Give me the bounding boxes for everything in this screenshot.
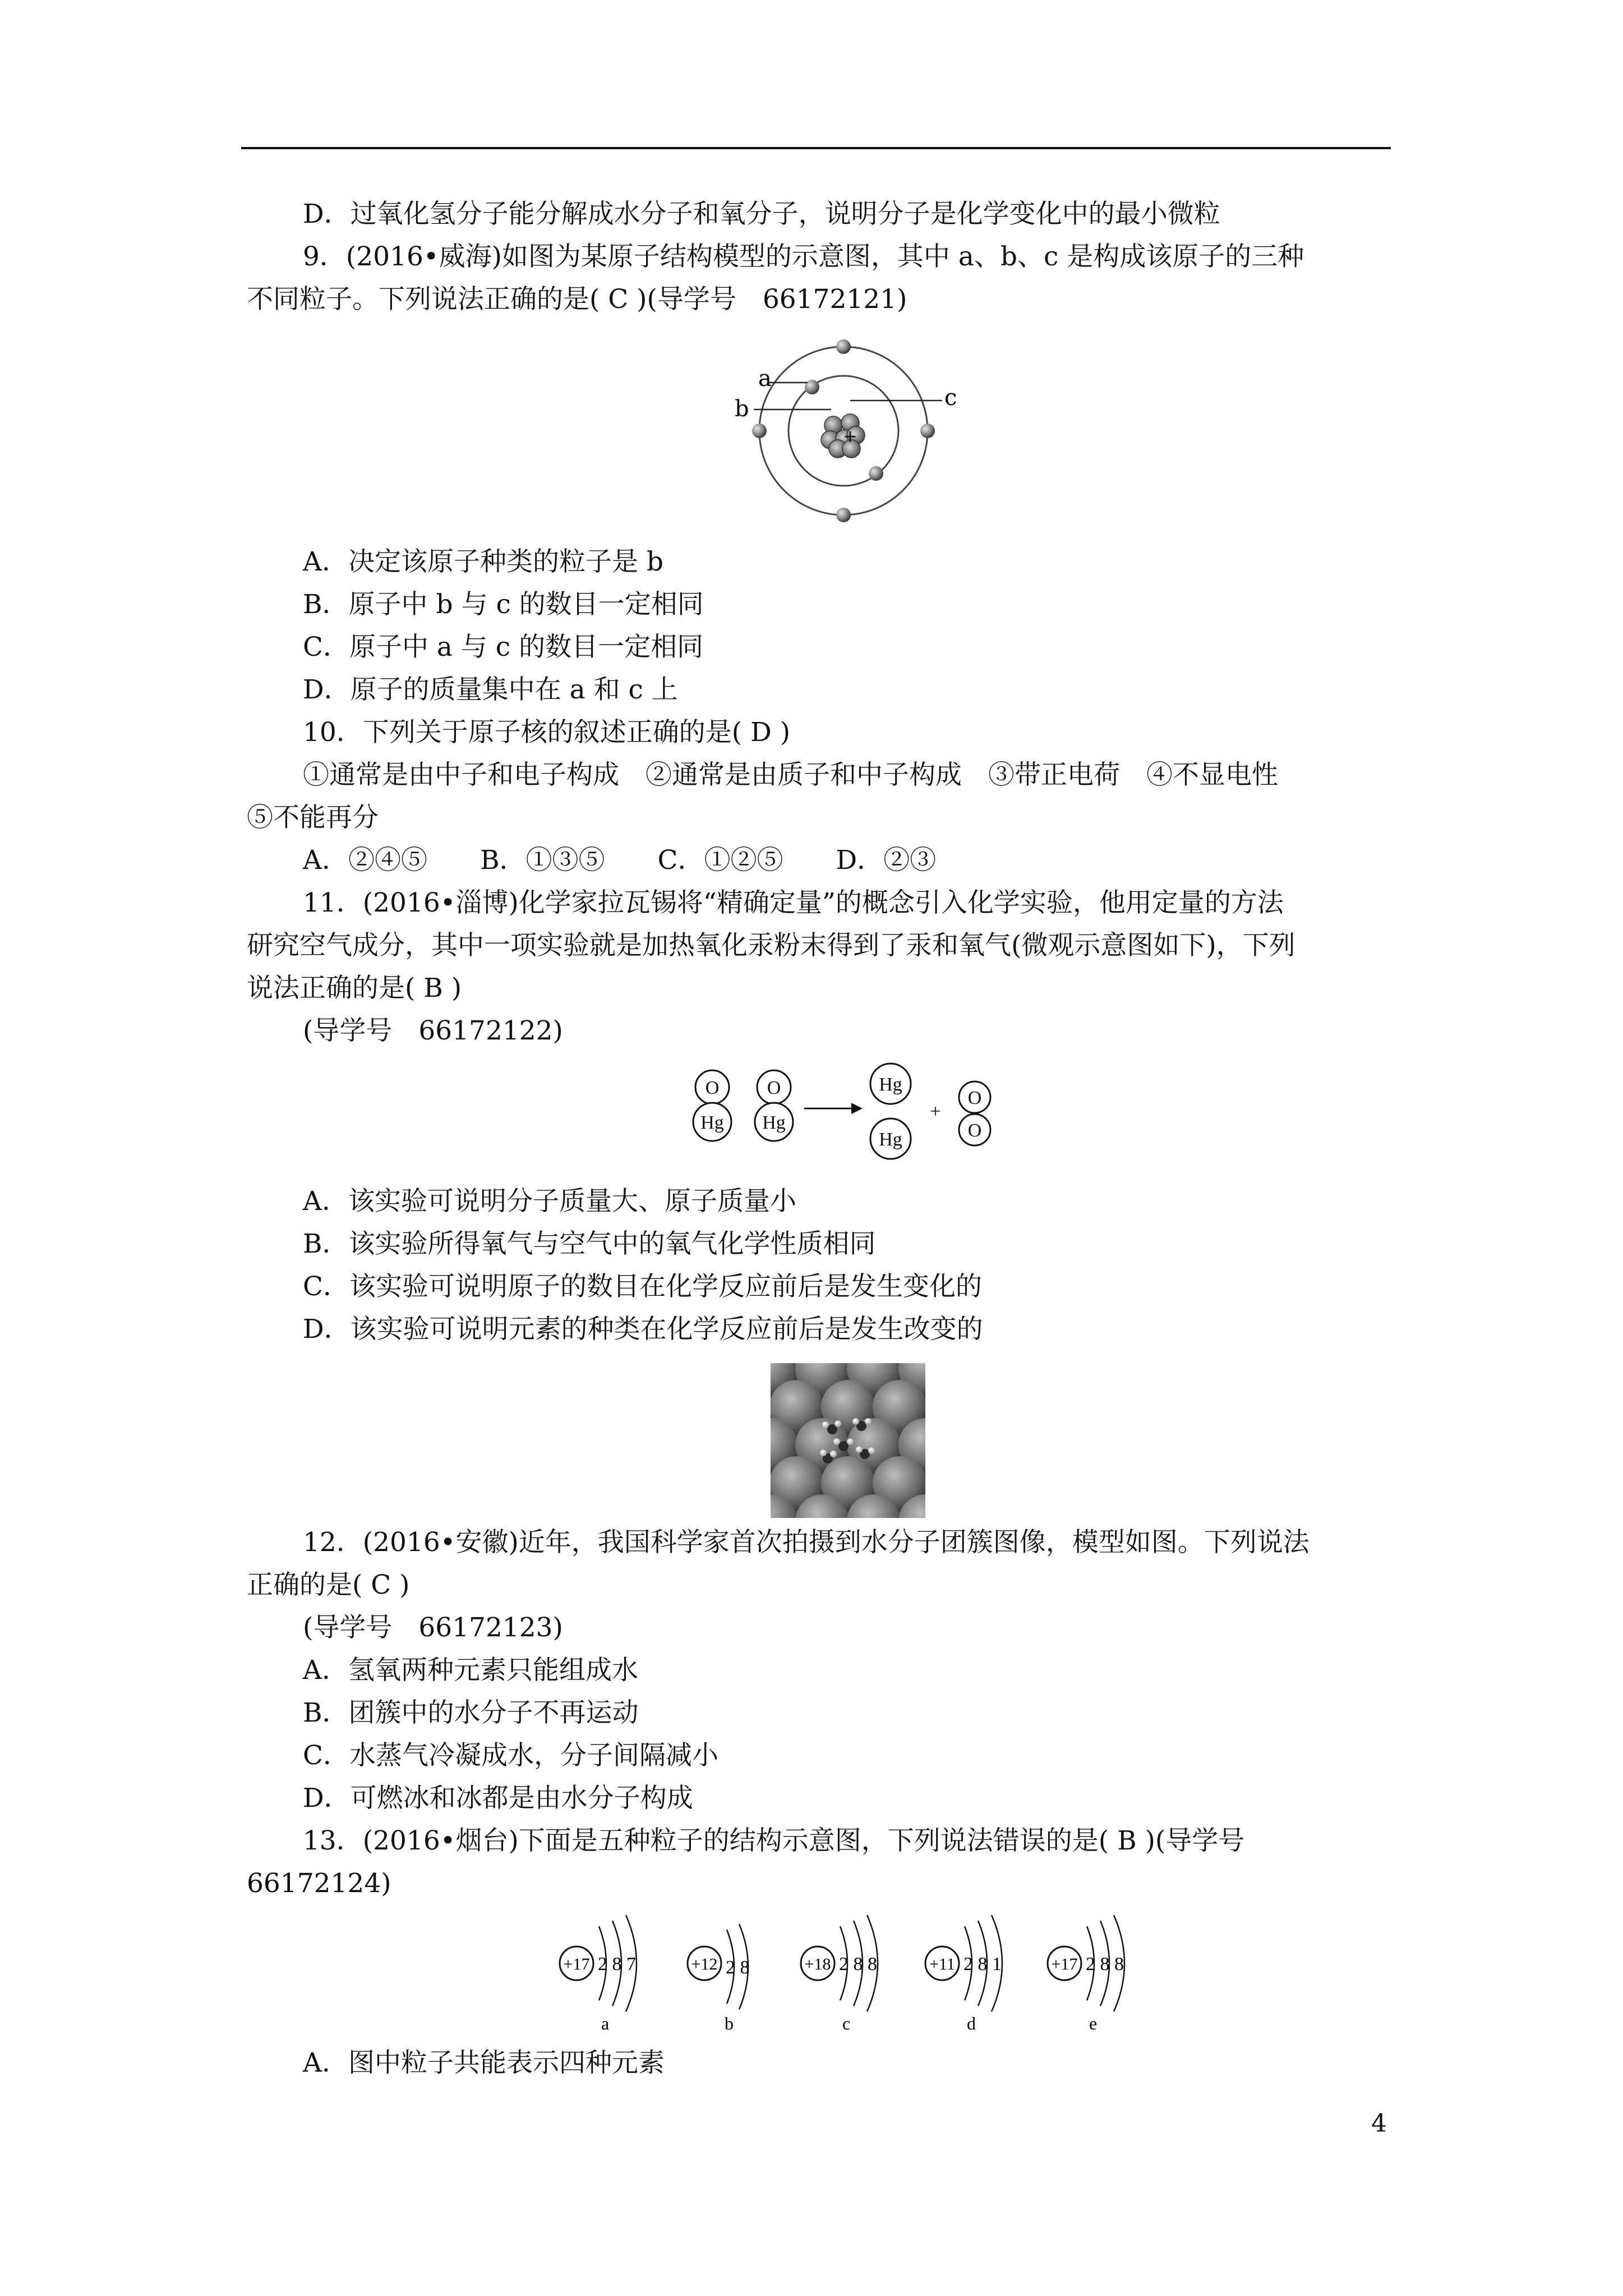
q12-stem-line1: 12．(2016•安徽)近年，我国科学家首次拍摄到水分子团簇图像，模型如图。下列说法	[303, 1527, 1310, 1558]
reactant1-mercury-label: Hg	[700, 1112, 724, 1133]
q9-stem-line2: 不同粒子。下列说法正确的是( C )(导学号 66172121)	[247, 284, 907, 315]
particle-b-label: b	[725, 2013, 734, 2033]
q12-option-a: A．氢氧两种元素只能组成水	[303, 1655, 638, 1686]
plus-sign: +	[930, 1101, 941, 1122]
mercury-oxide-reaction-diagram	[684, 1055, 1009, 1167]
particle-diagram-a	[560, 1915, 637, 2033]
particle-b-nucleus: +12	[691, 1955, 718, 1973]
reactant2-mercury-label: Hg	[762, 1112, 786, 1133]
particle-diagram-b	[688, 1924, 750, 2033]
q9-option-d: D．原子的质量集中在 a 和 c 上	[303, 674, 678, 705]
q11-stem-line1: 11．(2016•淄博)化学家拉瓦锡将“精确定量”的概念引入化学实验，他用定量的方法	[303, 887, 1284, 918]
q8-option-d: D．过氧化氢分子能分解成水分子和氧分子，说明分子是化学变化中的最小微粒	[303, 199, 1220, 229]
nucleus	[821, 414, 865, 458]
atom-structure-diagram	[718, 331, 965, 533]
label-c: c	[944, 385, 957, 411]
q12-option-b: B．团簇中的水分子不再运动	[303, 1697, 639, 1728]
q9-option-a: A．决定该原子种类的粒子是 b	[303, 546, 663, 577]
product-mercury-top-label: Hg	[879, 1074, 902, 1095]
q12-stem-line2: 正确的是( C )	[247, 1570, 410, 1600]
q11-option-d: D．该实验可说明元素的种类在化学反应前后是发生改变的	[303, 1314, 983, 1345]
q13-stem-line2: 66172124)	[247, 1868, 391, 1899]
nucleus-plus-sign: +	[843, 427, 857, 447]
q11-stem-line3: 说法正确的是( B )	[247, 973, 462, 1004]
q11-stem-line2: 研究空气成分，其中一项实验就是加热氧化汞粉末得到了汞和氧气(微观示意图如下)，下列	[247, 930, 1295, 961]
reactant2-oxygen-label: O	[767, 1078, 781, 1098]
q10-statements-line1: ①通常是由中子和电子构成 ②通常是由质子和中子构成 ③带正电荷 ④不显电性	[303, 760, 1278, 790]
particle-c-label: c	[842, 2013, 851, 2033]
q11-guide-number: (导学号 66172122)	[303, 1015, 563, 1046]
q13-stem-line1: 13．(2016•烟台)下面是五种粒子的结构示意图，下列说法错误的是( B )(导学号	[303, 1825, 1245, 1856]
particle-d-label: d	[967, 2013, 976, 2033]
q12-option-d: D．可燃冰和冰都是由水分子构成	[303, 1783, 693, 1814]
q11-option-b: B．该实验所得氧气与空气中的氧气化学性质相同	[303, 1228, 876, 1259]
particle-a-shells: 2 8 7	[598, 1954, 636, 1975]
q9-option-c: C．原子中 a 与 c 的数目一定相同	[303, 632, 704, 662]
q9-stem-line1: 9．(2016•威海)如图为某原子结构模型的示意图，其中 a、b、c 是构成该原子的三种	[303, 241, 1304, 272]
q10-stem: 10．下列关于原子核的叙述正确的是( D )	[303, 717, 791, 748]
particle-a-nucleus: +17	[563, 1955, 590, 1973]
product-oxygen-top-label: O	[967, 1088, 982, 1108]
particle-d-shells: 2 8 1	[963, 1954, 1002, 1975]
particle-c-nucleus: +18	[804, 1955, 831, 1973]
label-a: a	[758, 366, 772, 392]
particle-d-nucleus: +11	[929, 1955, 955, 1973]
product-mercury-bottom-label: Hg	[879, 1129, 902, 1150]
reactant1-oxygen-label: O	[705, 1078, 720, 1098]
particle-e-shells: 2 8 8	[1086, 1954, 1124, 1975]
product-oxygen-bottom-label: O	[967, 1120, 982, 1141]
q12-option-c: C．水蒸气冷凝成水，分子间隔减小	[303, 1740, 718, 1771]
water-cluster-image	[771, 1363, 925, 1518]
page-number: 4	[1371, 2109, 1387, 2138]
particle-diagram-d	[925, 1915, 1002, 2033]
q13-option-a: A．图中粒子共能表示四种元素	[303, 2047, 665, 2078]
particle-diagram-e	[1048, 1915, 1124, 2033]
q9-option-b: B．原子中 b 与 c 的数目一定相同	[303, 589, 704, 620]
particle-structure-diagrams	[555, 1902, 1161, 2036]
q10-choices: A．②④⑤ B．①③⑤ C．①②⑤ D．②③	[303, 845, 937, 876]
particle-e-label: e	[1089, 2013, 1098, 2033]
header-rule	[241, 147, 1391, 149]
particle-c-shells: 2 8 8	[839, 1954, 877, 1975]
q11-option-a: A．该实验可说明分子质量大、原子质量小	[303, 1186, 796, 1217]
particle-diagram-c	[801, 1915, 878, 2033]
q12-guide-number: (导学号 66172123)	[303, 1612, 563, 1643]
particle-a-label: a	[601, 2013, 610, 2033]
particle-e-nucleus: +17	[1051, 1955, 1078, 1973]
label-b: b	[735, 396, 749, 422]
q10-statements-line2: ⑤不能再分	[247, 802, 379, 833]
q11-option-c: C．该实验可说明原子的数目在化学反应前后是发生变化的	[303, 1271, 982, 1302]
particle-b-shells: 2 8	[726, 1957, 750, 1978]
